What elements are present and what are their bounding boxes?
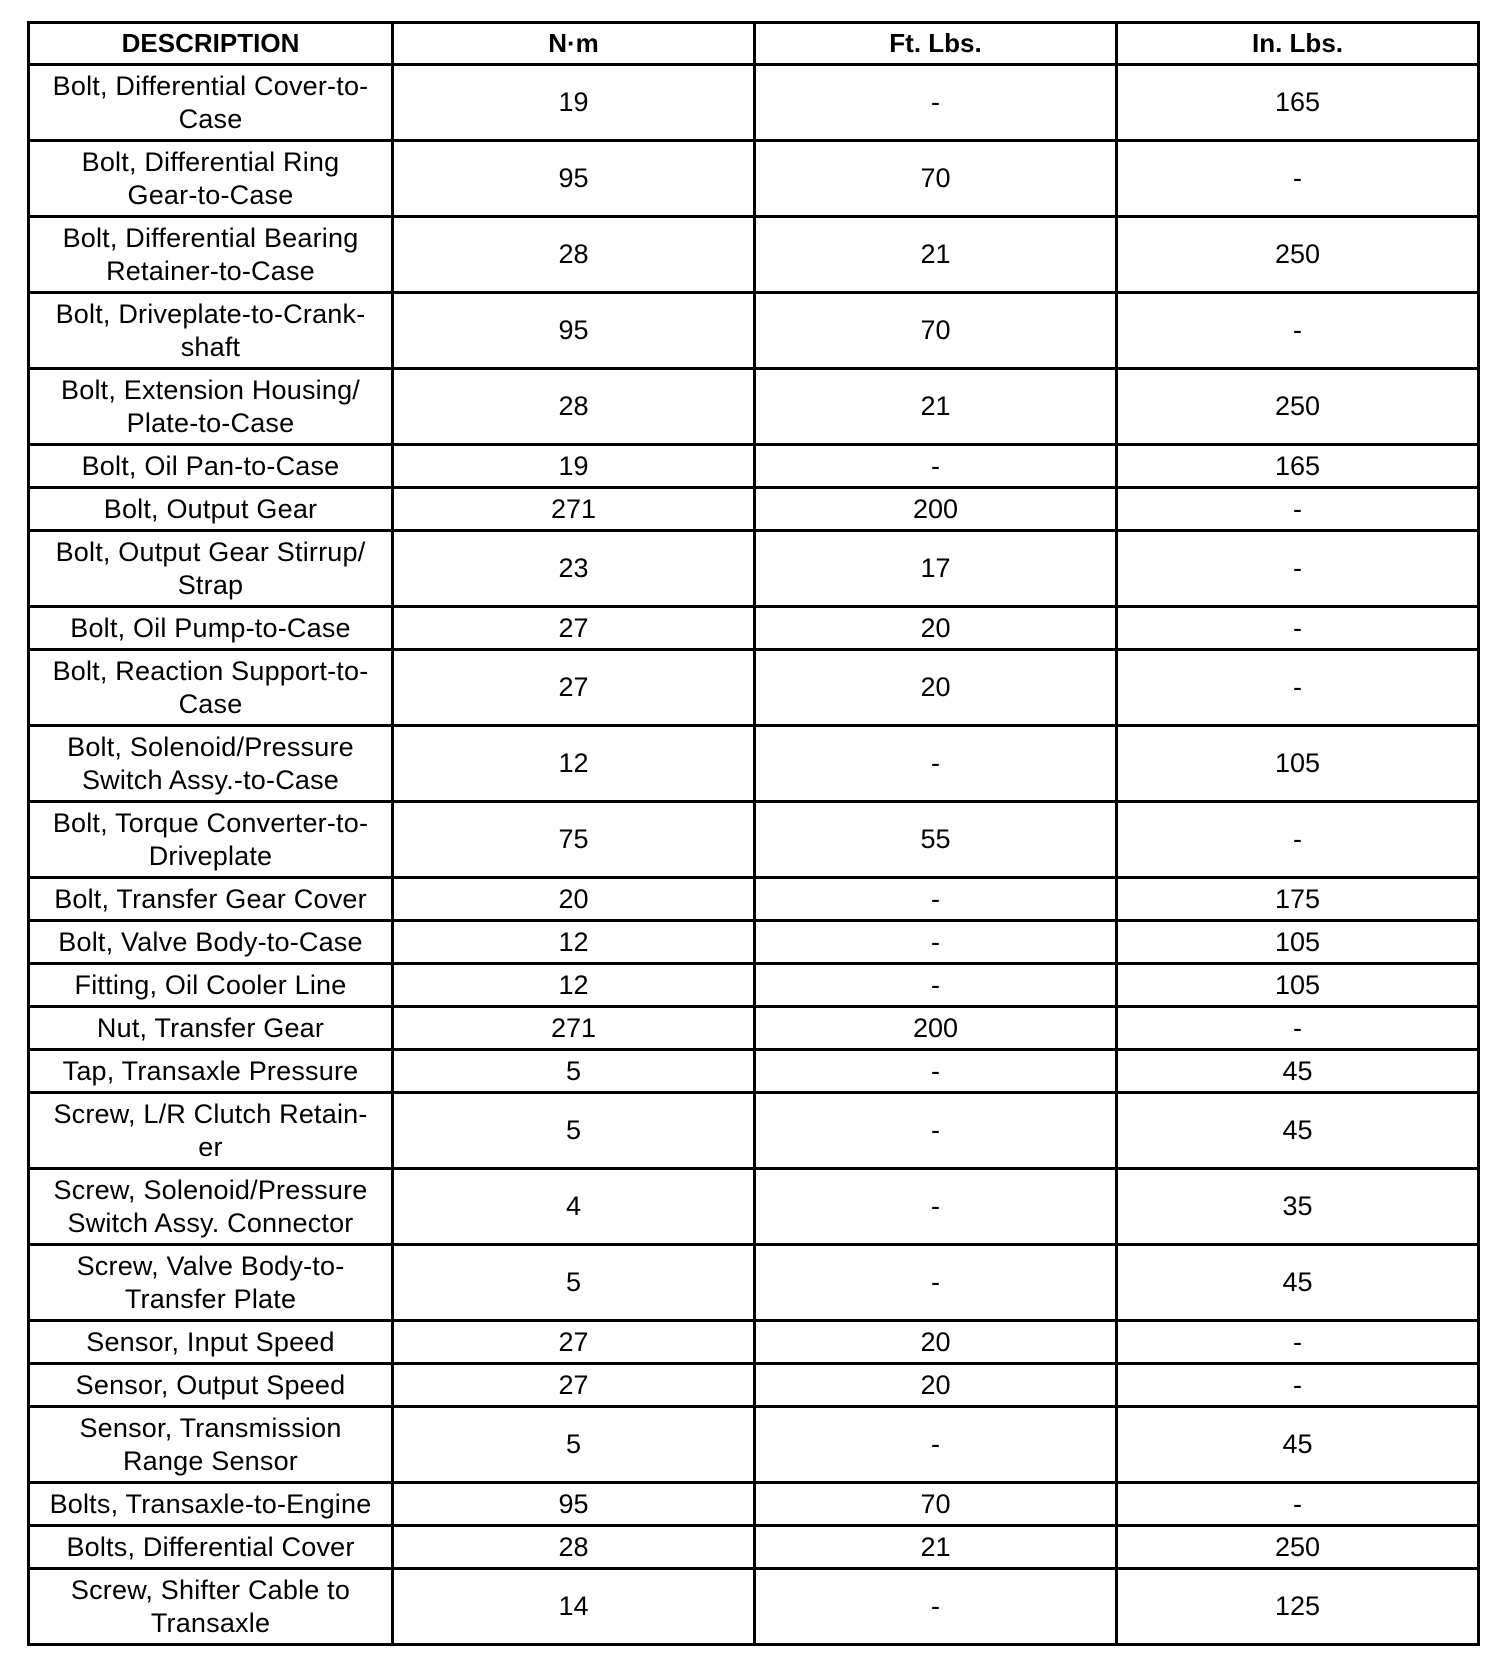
cell-nm: 19 <box>393 65 755 141</box>
cell-description: Screw, L/R Clutch Retain- er <box>29 1093 393 1169</box>
cell-ft-lbs: 200 <box>755 488 1117 531</box>
cell-in-lbs: 105 <box>1117 921 1479 964</box>
cell-nm: 28 <box>393 1526 755 1569</box>
cell-description: Bolt, Driveplate-to-Crank- shaft <box>29 293 393 369</box>
cell-in-lbs: 165 <box>1117 65 1479 141</box>
cell-nm: 19 <box>393 445 755 488</box>
cell-in-lbs: - <box>1117 531 1479 607</box>
cell-nm: 12 <box>393 726 755 802</box>
cell-in-lbs: - <box>1117 1364 1479 1407</box>
cell-ft-lbs: 20 <box>755 650 1117 726</box>
cell-ft-lbs: 21 <box>755 217 1117 293</box>
cell-in-lbs: - <box>1117 802 1479 878</box>
table-row <box>29 1321 1479 1364</box>
cell-nm: 95 <box>393 141 755 217</box>
cell-ft-lbs: - <box>755 1407 1117 1483</box>
cell-description: Bolt, Reaction Support-to- Case <box>29 650 393 726</box>
cell-in-lbs: - <box>1117 1321 1479 1364</box>
cell-description: Tap, Transaxle Pressure <box>29 1050 393 1093</box>
cell-ft-lbs: - <box>755 1169 1117 1245</box>
table-row <box>29 65 1479 141</box>
table-row <box>29 1169 1479 1245</box>
cell-in-lbs: - <box>1117 141 1479 217</box>
cell-nm: 14 <box>393 1569 755 1645</box>
cell-nm: 75 <box>393 802 755 878</box>
cell-in-lbs: 35 <box>1117 1169 1479 1245</box>
cell-ft-lbs: 20 <box>755 607 1117 650</box>
table-row <box>29 217 1479 293</box>
cell-description: Bolt, Valve Body-to-Case <box>29 921 393 964</box>
cell-in-lbs: 105 <box>1117 726 1479 802</box>
table-row <box>29 1093 1479 1169</box>
cell-nm: 95 <box>393 293 755 369</box>
cell-nm: 28 <box>393 217 755 293</box>
cell-in-lbs: 45 <box>1117 1407 1479 1483</box>
cell-ft-lbs: - <box>755 921 1117 964</box>
cell-description: Screw, Valve Body-to- Transfer Plate <box>29 1245 393 1321</box>
cell-in-lbs: - <box>1117 607 1479 650</box>
cell-ft-lbs: 17 <box>755 531 1117 607</box>
cell-in-lbs: - <box>1117 488 1479 531</box>
cell-nm: 23 <box>393 531 755 607</box>
table-row <box>29 1050 1479 1093</box>
torque-spec-table <box>27 21 1480 1646</box>
cell-description: Sensor, Output Speed <box>29 1364 393 1407</box>
cell-description: Nut, Transfer Gear <box>29 1007 393 1050</box>
table-row <box>29 921 1479 964</box>
header-description: DESCRIPTION <box>29 23 393 65</box>
table-row <box>29 878 1479 921</box>
cell-nm: 12 <box>393 964 755 1007</box>
cell-ft-lbs: - <box>755 1245 1117 1321</box>
cell-description: Bolt, Output Gear Stirrup/ Strap <box>29 531 393 607</box>
cell-description: Bolt, Differential Bearing Retainer-to-Case <box>29 217 393 293</box>
cell-nm: 5 <box>393 1093 755 1169</box>
cell-in-lbs: 125 <box>1117 1569 1479 1645</box>
cell-ft-lbs: 21 <box>755 1526 1117 1569</box>
cell-ft-lbs: - <box>755 445 1117 488</box>
table-row <box>29 1483 1479 1526</box>
table-row <box>29 1007 1479 1050</box>
cell-ft-lbs: 20 <box>755 1364 1117 1407</box>
cell-ft-lbs: 200 <box>755 1007 1117 1050</box>
cell-ft-lbs: 20 <box>755 1321 1117 1364</box>
header-nm: N·m <box>393 23 755 65</box>
cell-in-lbs: - <box>1117 1483 1479 1526</box>
cell-nm: 12 <box>393 921 755 964</box>
cell-description: Screw, Shifter Cable to Transaxle <box>29 1569 393 1645</box>
table-row <box>29 369 1479 445</box>
cell-description: Bolt, Differential Cover-to- Case <box>29 65 393 141</box>
cell-nm: 5 <box>393 1407 755 1483</box>
cell-ft-lbs: 21 <box>755 369 1117 445</box>
cell-nm: 271 <box>393 488 755 531</box>
table-row <box>29 1407 1479 1483</box>
cell-ft-lbs: - <box>755 1569 1117 1645</box>
cell-in-lbs: 45 <box>1117 1245 1479 1321</box>
cell-ft-lbs: - <box>755 1050 1117 1093</box>
cell-nm: 27 <box>393 650 755 726</box>
table-row <box>29 726 1479 802</box>
cell-in-lbs: 250 <box>1117 369 1479 445</box>
cell-in-lbs: 175 <box>1117 878 1479 921</box>
cell-description: Bolts, Differential Cover <box>29 1526 393 1569</box>
header-ft-lbs: Ft. Lbs. <box>755 23 1117 65</box>
cell-description: Sensor, Input Speed <box>29 1321 393 1364</box>
cell-nm: 4 <box>393 1169 755 1245</box>
cell-description: Screw, Solenoid/Pressure Switch Assy. Connector <box>29 1169 393 1245</box>
table-row <box>29 1364 1479 1407</box>
cell-in-lbs: 165 <box>1117 445 1479 488</box>
table-row <box>29 1526 1479 1569</box>
header-in-lbs: In. Lbs. <box>1117 23 1479 65</box>
cell-in-lbs: - <box>1117 293 1479 369</box>
cell-description: Bolts, Transaxle-to-Engine <box>29 1483 393 1526</box>
cell-description: Bolt, Torque Converter-to- Driveplate <box>29 802 393 878</box>
cell-nm: 5 <box>393 1050 755 1093</box>
cell-nm: 27 <box>393 1364 755 1407</box>
cell-ft-lbs: 70 <box>755 293 1117 369</box>
cell-description: Bolt, Transfer Gear Cover <box>29 878 393 921</box>
cell-in-lbs: 105 <box>1117 964 1479 1007</box>
cell-ft-lbs: - <box>755 964 1117 1007</box>
cell-nm: 95 <box>393 1483 755 1526</box>
cell-in-lbs: 45 <box>1117 1050 1479 1093</box>
cell-ft-lbs: 70 <box>755 141 1117 217</box>
table-row <box>29 802 1479 878</box>
table-row <box>29 141 1479 217</box>
cell-description: Bolt, Solenoid/Pressure Switch Assy.-to-Case <box>29 726 393 802</box>
cell-nm: 27 <box>393 607 755 650</box>
table-row <box>29 964 1479 1007</box>
cell-ft-lbs: - <box>755 65 1117 141</box>
cell-nm: 28 <box>393 369 755 445</box>
table-row <box>29 445 1479 488</box>
cell-nm: 20 <box>393 878 755 921</box>
table-row <box>29 488 1479 531</box>
table-row <box>29 1569 1479 1645</box>
cell-description: Bolt, Output Gear <box>29 488 393 531</box>
table-row <box>29 650 1479 726</box>
cell-description: Fitting, Oil Cooler Line <box>29 964 393 1007</box>
cell-description: Bolt, Oil Pan-to-Case <box>29 445 393 488</box>
table-row <box>29 1245 1479 1321</box>
header-row <box>29 23 1479 65</box>
cell-ft-lbs: 70 <box>755 1483 1117 1526</box>
cell-ft-lbs: - <box>755 1093 1117 1169</box>
cell-nm: 27 <box>393 1321 755 1364</box>
table-row <box>29 607 1479 650</box>
cell-description: Bolt, Differential Ring Gear-to-Case <box>29 141 393 217</box>
cell-in-lbs: - <box>1117 650 1479 726</box>
cell-description: Bolt, Extension Housing/ Plate-to-Case <box>29 369 393 445</box>
cell-in-lbs: 45 <box>1117 1093 1479 1169</box>
cell-in-lbs: 250 <box>1117 1526 1479 1569</box>
cell-ft-lbs: - <box>755 878 1117 921</box>
cell-in-lbs: 250 <box>1117 217 1479 293</box>
cell-ft-lbs: - <box>755 726 1117 802</box>
cell-description: Sensor, Transmission Range Sensor <box>29 1407 393 1483</box>
table-row <box>29 531 1479 607</box>
cell-nm: 5 <box>393 1245 755 1321</box>
cell-description: Bolt, Oil Pump-to-Case <box>29 607 393 650</box>
cell-in-lbs: - <box>1117 1007 1479 1050</box>
cell-ft-lbs: 55 <box>755 802 1117 878</box>
table-row <box>29 293 1479 369</box>
cell-nm: 271 <box>393 1007 755 1050</box>
